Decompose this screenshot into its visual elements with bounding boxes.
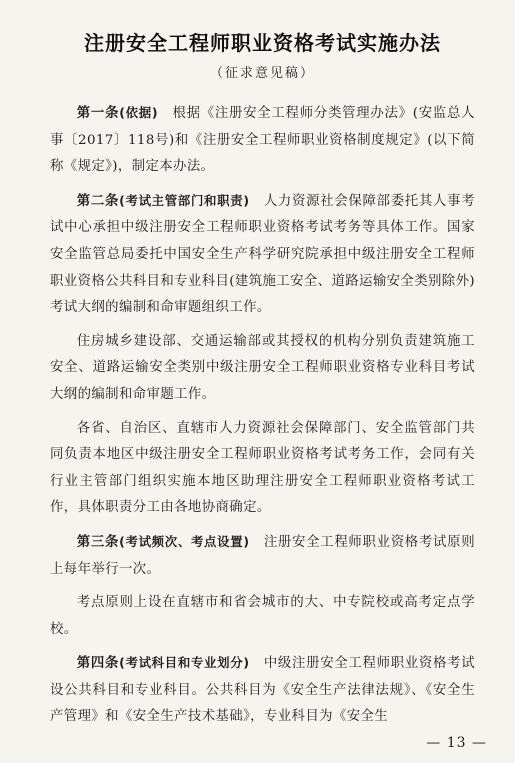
article-heading: (考试频次、考点设置) xyxy=(119,533,250,549)
article-number: 第三条 xyxy=(76,534,120,550)
paragraph xyxy=(50,329,475,409)
document-body xyxy=(50,100,475,731)
document-subtitle: （征求意见稿） xyxy=(209,66,315,81)
paragraph xyxy=(50,100,475,181)
article-number: 第一条 xyxy=(76,106,120,121)
paragraph-text: 注册安全工程师职业资格考试原则上每年举行一次。 xyxy=(50,534,475,577)
paragraph-text: 人力资源社会保障部委托其人事考试中心承担中级注册安全工程师职业资格考试考务等具体工作。国家安全监管总局委托中国安全生产科学研究院承担中级注册安全工程师职业资格公共科目和专业科目(建筑施工安全、道路运输安全类别除外)考试大纲的编制和命审题组织工作。 xyxy=(50,193,475,316)
paragraph xyxy=(50,188,475,322)
paragraph-text: 住房城乡建设部、交通运输部或其授权的机构分别负责建筑施工安全、道路运输安全类别中级注册安全工程师职业资格专业科目考试大纲的编制和命审题工作。 xyxy=(50,333,475,402)
page-number: — 13 — xyxy=(426,735,487,751)
paragraph xyxy=(50,416,475,522)
paragraph xyxy=(50,650,475,731)
paragraph-text: 考点原则上设在直辖市和省会城市的大、中专院校或高考定点学校。 xyxy=(50,595,475,637)
article-heading: (考试主管部门和职责) xyxy=(119,192,250,208)
article-heading: (依据) xyxy=(119,105,158,120)
document-title: 注册安全工程师职业资格考试实施办法 xyxy=(84,31,441,55)
article-number: 第二条 xyxy=(76,193,120,209)
paragraph-text: 中级注册安全工程师职业资格考试设公共科目和专业科目。公共科目为《安全生产法律法规》、《安全生产管理》和《安全生产技术基础》，专业科目为《安全生 xyxy=(50,656,475,725)
article-number: 第四条 xyxy=(76,656,120,672)
paragraph xyxy=(50,590,475,643)
article-heading: (考试科目和专业划分) xyxy=(119,655,250,671)
paragraph xyxy=(50,529,475,583)
paragraph-text: 各省、自治区、直辖市人力资源社会保障部门、安全监管部门共同负责本地区中级注册安全工程师职业资格考试考务工作，会同有关行业主管部门组织实施本地区助理注册安全工程师职业资格考试工作，具体职责分工由各地协商确定。 xyxy=(50,420,475,516)
paragraph-text: 根据《注册安全工程师分类管理办法》(安监总人事〔2017〕118号)和《注册安全工程师职业资格制度规定》(以下简称《规定》)，制定本办法。 xyxy=(50,106,475,175)
